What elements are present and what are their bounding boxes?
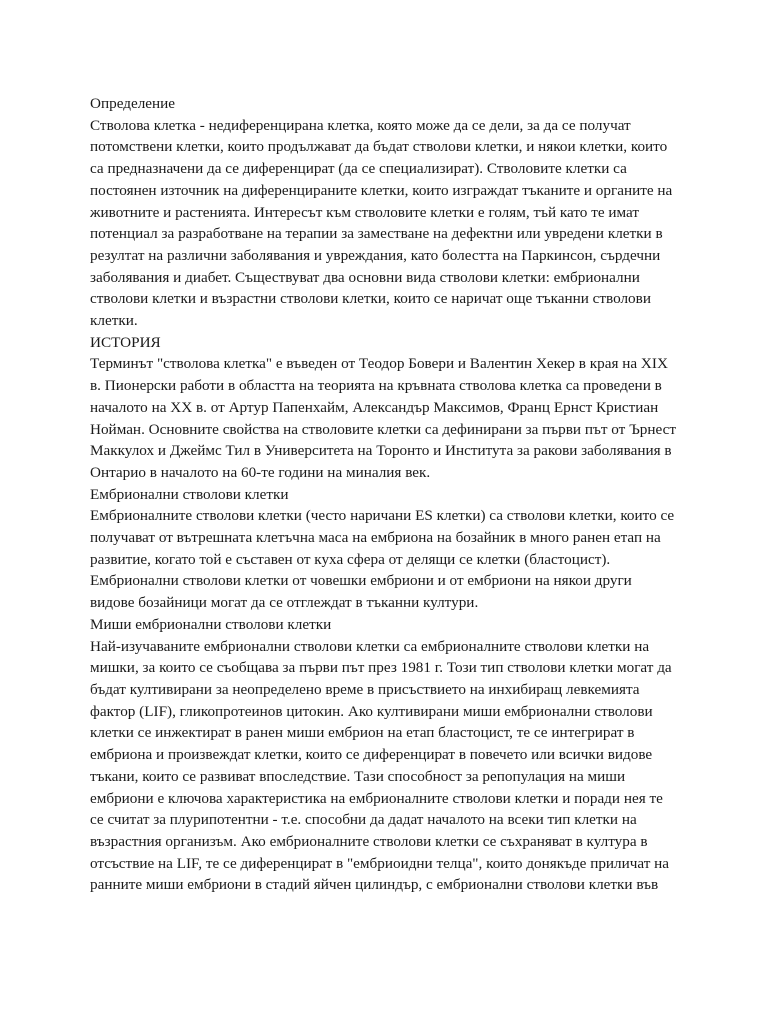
section-paragraph-definition: Стволова клетка - недиференцирана клетка, която може да се дели, за да се получат потомствени клетки, които продължават да бъдат стволови клетки, и някои клетки, които са предназначени да се диференцират (да се специализират). Стволовите клетки са постоянен източник на диференцираните клетки, които изграждат тъканите и органите на животните и растенията. Интересът към стволовите клетки е голям, тъй като те имат потенциал за разработване на терапии за заместване на дефектни или увредени клетки в резултат на различни заболявания и увреждания, като болестта на Паркинсон, сърдечни заболявания и диабет. Съществуват два основни вида стволови клетки: ембрионални стволови клетки и възрастни стволови клетки, които се наричат още тъканни стволови клетки. <box>90 116 673 330</box>
section-paragraph-mouse-embryonic-stem-cells: Най-изучаваните ембрионални стволови клетки са ембрионалните стволови клетки на мишки, за които се съобщава за първи път през 1981 г. Този тип стволови клетки могат да бъдат култивирани за неопределено време в присъствието на инхибиращ левкемията фактор (LIF), гликопротеинов цитокин. Ако култивирани миши ембрионални стволови клетки се инжектират в ранен миши ембрион на етап бластоцист, те се интегрират в ембриона и произвеждат клетки, които се диференцират в повечето или всички видове тъкани, които се развиват впоследствие. Тази способност за репопулация на миши ембриони е ключова характеристика на ембрионалните стволови клетки и поради нея те се считат за плурипотентни - т.е. способни да дадат началото на всеки тип клетки на възрастния организъм. Ако ембрионалните стволови клетки се съхраняват в култура в отсъствие на LIF, те се диференцират в "ембриоидни телца", които донякъде приличат на ранните миши ембриони в стадий яйчен цилиндър, с ембрионални стволови клетки във <box>90 637 672 894</box>
section-heading-history: ИСТОРИЯ <box>90 333 161 351</box>
document-body <box>90 93 678 896</box>
section-heading-mouse-embryonic-stem-cells: Миши ембрионални стволови клетки <box>90 615 332 633</box>
section-paragraph-embryonic-stem-cells: Ембрионалните стволови клетки (често наричани ES клетки) са стволови клетки, които се получават от вътрешната клетъчна маса на ембриона на бозайник в много ранен етап на развитие, когато той е съставен от куха сфера от делящи се клетки (бластоцист). Ембрионални стволови клетки от човешки ембриони и от ембриони на някои други видове бозайници могат да се отглеждат в тъканни култури. <box>90 507 675 612</box>
section-paragraph-history: Терминът "стволова клетка" е въведен от Теодор Бовери и Валентин Хекер в края на XIX в. Пионерски работи в областта на теорията на кръвната стволова клетка са проведени в началото на XX в. от Артур Папенхайм, Александър Максимов, Франц Ернст Кристиан Нойман. Основните свойства на стволовите клетки са дефинирани за първи път от Ърнест Маккулох и Джеймс Тил в Университета на Торонто и Института за ракови заболявания в Онтарио в началото на 60-те години на миналия век. <box>90 355 677 481</box>
section-heading-definition: Определение <box>90 95 176 112</box>
section-heading-embryonic-stem-cells: Ембрионални стволови клетки <box>90 485 289 503</box>
